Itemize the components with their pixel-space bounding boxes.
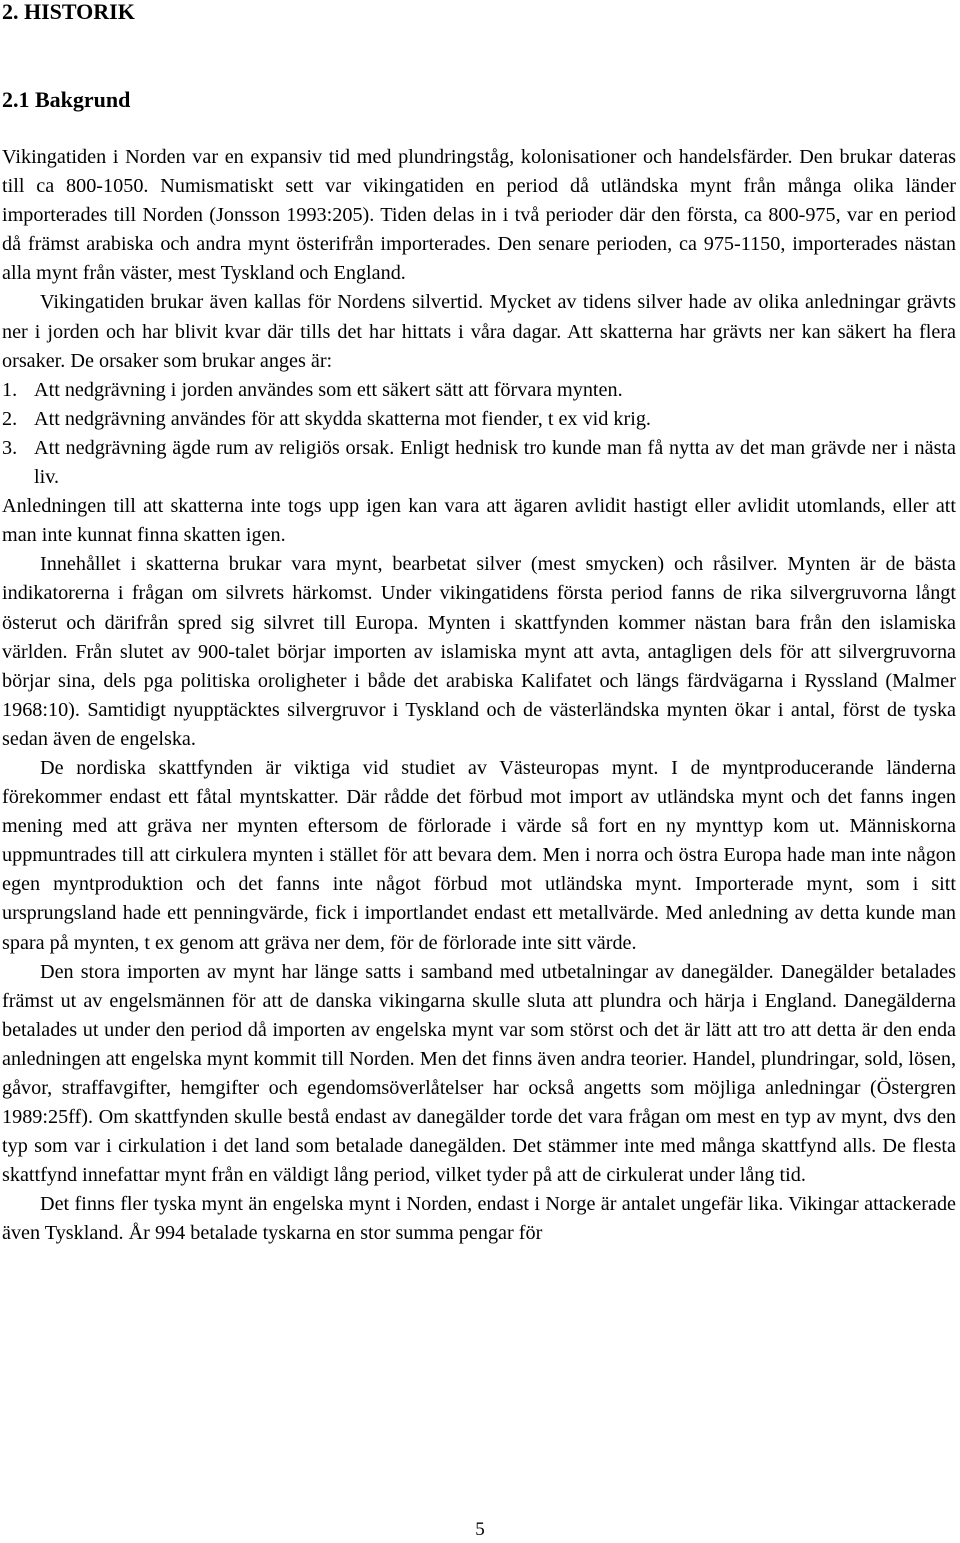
list-item-text: Att nedgrävning ägde rum av religiös orsak. Enligt hednisk tro kunde man få nytta av det man grävde ner i nästa liv.: [34, 436, 956, 489]
paragraph-nordiska-skattfynden: De nordiska skattfynden är viktiga vid studiet av Västeuropas mynt. I de myntproducerande länderna förekommer endast ett fåtal myntskatter. Där rådde det förbud mot import av utländska mynt och det fanns ingen mening med att gräva ner mynten eftersom de förlorade i värde så fort en ny mynttyp kom ut. Människorna uppmuntrades till att cirkulera mynten i stället för att bevara dem. Men i norra och östra Europa hade man inte någon egen myntproduktion och det fanns inte något förbud mot utländska mynt. Importerade mynt, som i sitt ursprungsland hade ett penningvärde, fick i importlandet endast ett metallvärde. Med anledning av detta kunde man spara på mynten, t ex genom att gräva ner dem, för de förlorade inte sitt värde.: [2, 756, 956, 954]
list-item-text: Att nedgrävning användes för att skydda skatterna mot fiender, t ex vid krig.: [34, 407, 651, 430]
list-item: [2, 434, 956, 492]
list-item: [2, 405, 956, 434]
list-item-text: Att nedgrävning i jorden användes som ett säkert sätt att förvara mynten.: [34, 378, 623, 401]
paragraph-silvertid: Vikingatiden brukar även kallas för Nordens silvertid. Mycket av tidens silver hade av olika anledningar grävts ner i jorden och har blivit kvar där tills det har hittats i våra dagar. Att skatterna har grävts ner kan säkert ha flera orsaker. De orsaker som brukar anges är:: [2, 291, 956, 372]
chapter-heading: 2. HISTORIK: [2, 0, 135, 24]
body-text: [2, 143, 956, 1249]
paragraph-danegalder: Den stora importen av mynt har länge satts i samband med utbetalningar av danegälder. Danegälder betalades främst ut av engelsmännen för att de danska vikingarna skulle sluta att plundra och härja i England. Danegälderna betalades ut under den period då importen av engelska mynt var som störst och det är lätt att tro att detta är den enda anledningen att engelska mynt kommit till Norden. Men det finns även andra teorier. Handel, plundringar, sold, lösen, gåvor, straffavgifter, hemgifter och egendomsöverlåtelser har också angetts som möjliga anledningar (Östergren 1989:25ff). Om skattfynden skulle bestå endast av danegälder torde det vara frågan om mest en typ av mynt, dvs den typ som var i cirkulation i det land som betalade danegälden. Det stämmer inte med många skattfynd alls. De flesta skattfynd innefattar mynt från en väldigt lång period, vilket tyder på att de cirkulerat under lång tid.: [2, 960, 956, 1187]
reasons-list: [2, 376, 956, 492]
list-item-number: 1.: [2, 378, 18, 401]
list-item-number: 3.: [2, 436, 18, 459]
paragraph-intro: Vikingatiden i Norden var en expansiv tid med plundringståg, kolonisationer och handelsfärder. Den brukar dateras till ca 800-1050. Numismatiskt sett var vikingatiden en period då utländska mynt från många olika länder importerades till Norden (Jonsson 1993:205). Tiden delas in i två perioder där den första, ca 800-975, var en period då främst arabiska och andra mynt österifrån importerades. Den senare perioden, ca 975-1150, importerades nästan alla mynt från väster, mest Tyskland och England.: [2, 146, 956, 285]
list-item-number: 2.: [2, 407, 18, 430]
paragraph-innehallet: Innehållet i skatterna brukar vara mynt, bearbetat silver (mest smycken) och råsilver. Mynten är de bästa indikatorerna i frågan om silvrets härkomst. Under vikingatidens första period fanns de rika silvergruvorna långt österut och därifrån spred sig silvret till Europa. Mynten i skattfynden kommer nästan bara från den islamiska världen. Från slutet av 900-talet börjar importen av islamiska mynt att avta, antagligen dels för att silvergruvorna börjar sina, dels pga politiska oroligheter i både det arabiska Kalifatet och längs färdvägarna i Ryssland (Malmer 1968:10). Samtidigt nyupptäcktes silvergruvor i Tyskland och de västerländska mynten ökar i antal, först de tyska sedan även de engelska.: [2, 553, 956, 750]
section-heading: 2.1 Bakgrund: [2, 87, 131, 112]
list-item: [2, 376, 956, 405]
page-number: 5: [475, 1519, 485, 1540]
paragraph-tyska-mynt: Det finns fler tyska mynt än engelska mynt i Norden, endast i Norge är antalet ungefär lika. Vikingar attackerade även Tyskland. År 994 betalade tyskarna en stor summa pengar för: [2, 1193, 956, 1245]
paragraph-anledningen: Anledningen till att skatterna inte togs upp igen kan vara att ägaren avlidit hastigt eller avlidit utomlands, eller att man inte kunnat finna skatten igen.: [2, 495, 956, 547]
